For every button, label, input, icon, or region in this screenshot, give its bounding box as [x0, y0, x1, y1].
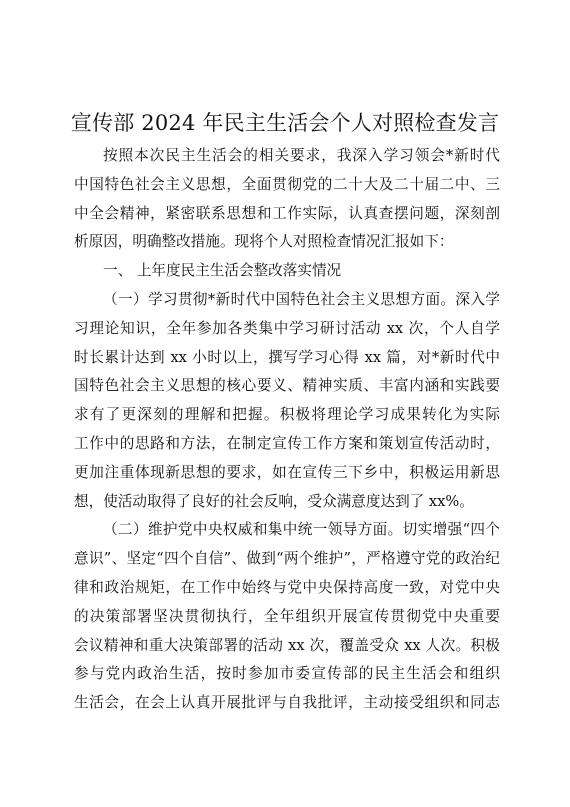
paragraph-line: （一）学习贯彻*新时代中国特色社会主义思想方面。深入学 — [103, 290, 500, 308]
paragraph-line: （二）维护党中央权威和集中统一领导方面。切实增强“四个 — [103, 521, 500, 539]
paragraph-line: 生活会，在会上认真开展批评与自我批评，主动接受组织和同志 — [74, 694, 500, 712]
section-heading: 一、 上年度民主生活会整改落实情况 — [103, 262, 342, 280]
paragraph-line: 工作中的思路和方法，在制定宣传工作方案和策划宣传活动时， — [74, 434, 500, 452]
paragraph-line: 析原因，明确整改措施。现将个人对照检查情况汇报如下： — [74, 233, 454, 251]
paragraph-line: 国特色社会主义思想的核心要义、精神实质、丰富内涵和实践要 — [74, 377, 500, 395]
paragraph-line: 想，使活动取得了良好的社会反响，受众满意度达到了 xx%。 — [74, 492, 474, 510]
paragraph-line: 按照本次民主生活会的相关要求，我深入学习领会*新时代 — [103, 147, 500, 164]
paragraph-line: 习理论知识，全年参加各类集中学习研讨活动 xx 次，个人自学 — [74, 319, 500, 337]
paragraph-line: 意识”、坚定“四个自信”、做到“两个维护”，严格遵守党的政治纪 — [74, 550, 500, 568]
paragraph-line: 更加注重体现新思想的要求，如在宣传三下乡中，积极运用新思 — [74, 463, 500, 481]
paragraph-line: 的决策部署坚决贯彻执行，全年组织开展宣传贯彻党中央重要 — [74, 607, 500, 625]
paragraph-line: 求有了更深刻的理解和把握。积极将理论学习成果转化为实际 — [74, 406, 500, 424]
paragraph-line: 律和政治规矩，在工作中始终与党中央保持高度一致，对党中央 — [74, 578, 500, 596]
document-body — [74, 142, 500, 718]
document-title: 宣传部 2024 年民主生活会个人对照检查发言 — [70, 111, 500, 135]
paragraph-line: 时长累计达到 xx 小时以上，撰写学习心得 xx 篇，对*新时代中 — [74, 348, 500, 366]
paragraph-line: 会议精神和重大决策部署的活动 xx 次，覆盖受众 xx 人次。积极 — [74, 636, 500, 654]
paragraph-line: 中国特色社会主义思想，全面贯彻党的二十大及二十届二中、三 — [74, 175, 500, 193]
paragraph-line: 中全会精神，紧密联系思想和工作实际，认真查摆问题，深刻剖 — [74, 204, 500, 222]
paragraph-line: 参与党内政治生活，按时参加市委宣传部的民主生活会和组织 — [74, 665, 500, 683]
